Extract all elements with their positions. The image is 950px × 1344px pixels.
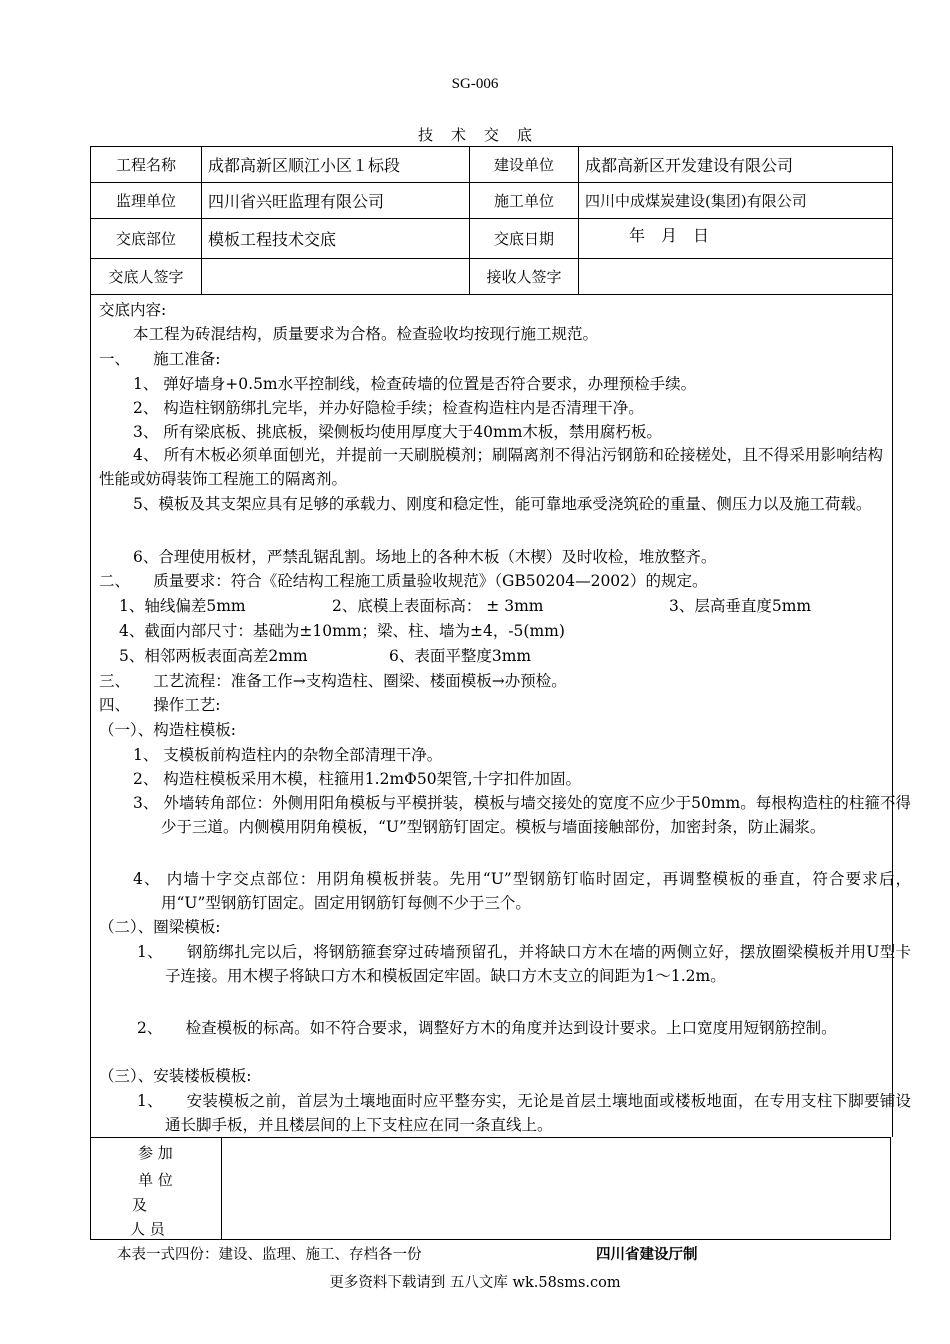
section-1-title: 一、 施工准备: xyxy=(99,350,221,368)
list-item: 1、 支模板前构造柱内的杂物全部清理干净。 xyxy=(133,746,443,764)
list-item: 3、 外墙转角部位：外侧用阳角模板与平模拼装，模板与墙交接处的宽度不应少于50mm。每根构造柱的柱箍不得少于三道。内侧模用阴角模板，“U”型钢筋钉固定。模板与墙面接触部份，加密封条，防止漏浆。 xyxy=(133,794,911,836)
list-item: 3、 所有梁底板、挑底板，梁侧板均使用厚度大于40mm木板，禁用腐朽板。 xyxy=(133,423,662,441)
builder-value: 成都高新区开发建设有限公司 xyxy=(579,147,893,183)
participants-field[interactable] xyxy=(223,1138,890,1239)
title-char: 术 xyxy=(450,126,466,144)
subsection-title: （一）、构造柱模板: xyxy=(99,721,236,739)
list-item: 6、合理使用板材，严禁乱锯乱割。场地上的各种木板（木楔）及时收检，堆放整齐。 xyxy=(133,548,717,566)
list-item: 4、截面内部尺寸：基础为±10mm；梁、柱、墙为±4，-5(mm) xyxy=(119,622,565,640)
date-value: 年 月 日 xyxy=(579,219,893,259)
section-3-title: 三、 工艺流程：准备工作→支构造柱、圈梁、楼面模板→办预检。 xyxy=(99,672,567,690)
participants-label: 人 员 xyxy=(130,1220,165,1238)
list-item: 1、 安装模板之前，首层为土壤地面时应平整夯实，无论是首层土壤地面或楼板地面，在专用支柱下脚要铺设通长脚手板，并且楼层间的上下支柱应在同一条直线上。 xyxy=(137,1092,911,1134)
document-title xyxy=(0,124,950,145)
receiver-signature-label: 接收人签字 xyxy=(470,259,579,295)
supervisor-label: 监理单位 xyxy=(91,183,202,219)
contractor-label: 施工单位 xyxy=(470,183,579,219)
list-item: 6、表面平整度3mm xyxy=(389,647,532,665)
list-item: 3、层高垂直度5mm xyxy=(669,597,812,615)
footer-issuer: 四川省建设厅制 xyxy=(596,1246,698,1263)
part-value: 模板工程技术交底 xyxy=(202,219,470,259)
subsection-title: （二）、圈梁模板: xyxy=(99,918,221,936)
list-item: 1、 弹好墙身+0.5m水平控制线，检查砖墙的位置是否符合要求，办理预检手续。 xyxy=(133,375,697,393)
participants-box xyxy=(90,1137,891,1240)
divider xyxy=(221,1138,222,1239)
content-section xyxy=(90,292,911,1137)
list-item: 5、相邻两板表面高差2mm xyxy=(119,647,308,665)
title-char: 技 xyxy=(417,126,433,144)
participants-label: 参 加 xyxy=(138,1144,173,1162)
list-item: 2、底模上表面标高： ± 3mm xyxy=(332,597,544,615)
participants-label: 及 xyxy=(132,1196,148,1214)
document-code: SG-006 xyxy=(451,76,499,92)
header-table xyxy=(90,146,893,295)
section-2-title: 二、 质量要求：符合《砼结构工程施工质量验收规范》（GB50204—2002）的规定。 xyxy=(99,572,708,590)
contractor-value: 四川中成煤炭建设(集团)有限公司 xyxy=(579,183,893,219)
list-item: 5、模板及其支架应具有足够的承载力、刚度和稳定性，能可靠地承受浇筑砼的重量、侧压力以及施工荷载。 xyxy=(133,495,872,513)
giver-signature-label: 交底人签字 xyxy=(91,259,202,295)
part-label: 交底部位 xyxy=(91,219,202,259)
list-item: 2、 构造柱模板采用木模，柱箍用1.2mΦ50架管,十字扣件加固。 xyxy=(133,770,581,788)
builder-label: 建设单位 xyxy=(470,147,579,183)
date-label: 交底日期 xyxy=(470,219,579,259)
list-item: 4、 所有木板必须单面刨光，并提前一天刷脱模剂；刷隔离剂不得沾污钢筋和砼接槎处，且不得采用影响结构性能或妨碍装饰工程施工的隔离剂。 xyxy=(99,446,883,488)
supervisor-value: 四川省兴旺监理有限公司 xyxy=(202,183,470,219)
intro-text: 本工程为砖混结构，质量要求为合格。检查验收均按现行施工规范。 xyxy=(133,325,599,343)
download-link[interactable]: 更多资料下载请到 五八文库 wk.58sms.com xyxy=(329,1275,621,1291)
participants-label: 单 位 xyxy=(138,1171,173,1189)
section-4-title: 四、 操作工艺: xyxy=(99,696,221,714)
project-name-value: 成都高新区顺江小区１标段 xyxy=(202,147,470,183)
footer-note: 本表一式四份：建设、监理、施工、存档各一份 xyxy=(117,1247,422,1263)
giver-signature-field[interactable] xyxy=(202,259,470,295)
list-item: 1、轴线偏差5mm xyxy=(119,597,246,615)
receiver-signature-field[interactable] xyxy=(579,259,893,295)
title-char: 交 xyxy=(484,126,500,144)
list-item: 2、 构造柱钢筋绑扎完毕，并办好隐检手续；检查构造柱内是否清理干净。 xyxy=(133,399,644,417)
list-item: 4、 内墙十字交点部位：用阴角模板拼装。先用“U”型钢筋钉临时固定，再调整模板的垂直，符合要求后，用“U”型钢筋钉固定。固定用钢筋钉每侧不少于三个。 xyxy=(133,870,911,912)
project-name-label: 工程名称 xyxy=(91,147,202,183)
title-char: 底 xyxy=(517,126,533,144)
content-heading: 交底内容: xyxy=(99,301,167,319)
list-item: 2、 检查模板的标高。如不符合要求，调整好方木的角度并达到设计要求。上口宽度用短钢筋控制。 xyxy=(137,1019,837,1037)
list-item: 1、 钢筋绑扎完以后，将钢筋箍套穿过砖墙预留孔，并将缺口方木在墙的两侧立好，摆放圈梁模板并用U型卡子连接。用木楔子将缺口方木和模板固定牢固。缺口方木支立的间距为1～1.2m。 xyxy=(137,943,911,985)
subsection-title: （三）、安装楼板模板: xyxy=(99,1067,252,1085)
